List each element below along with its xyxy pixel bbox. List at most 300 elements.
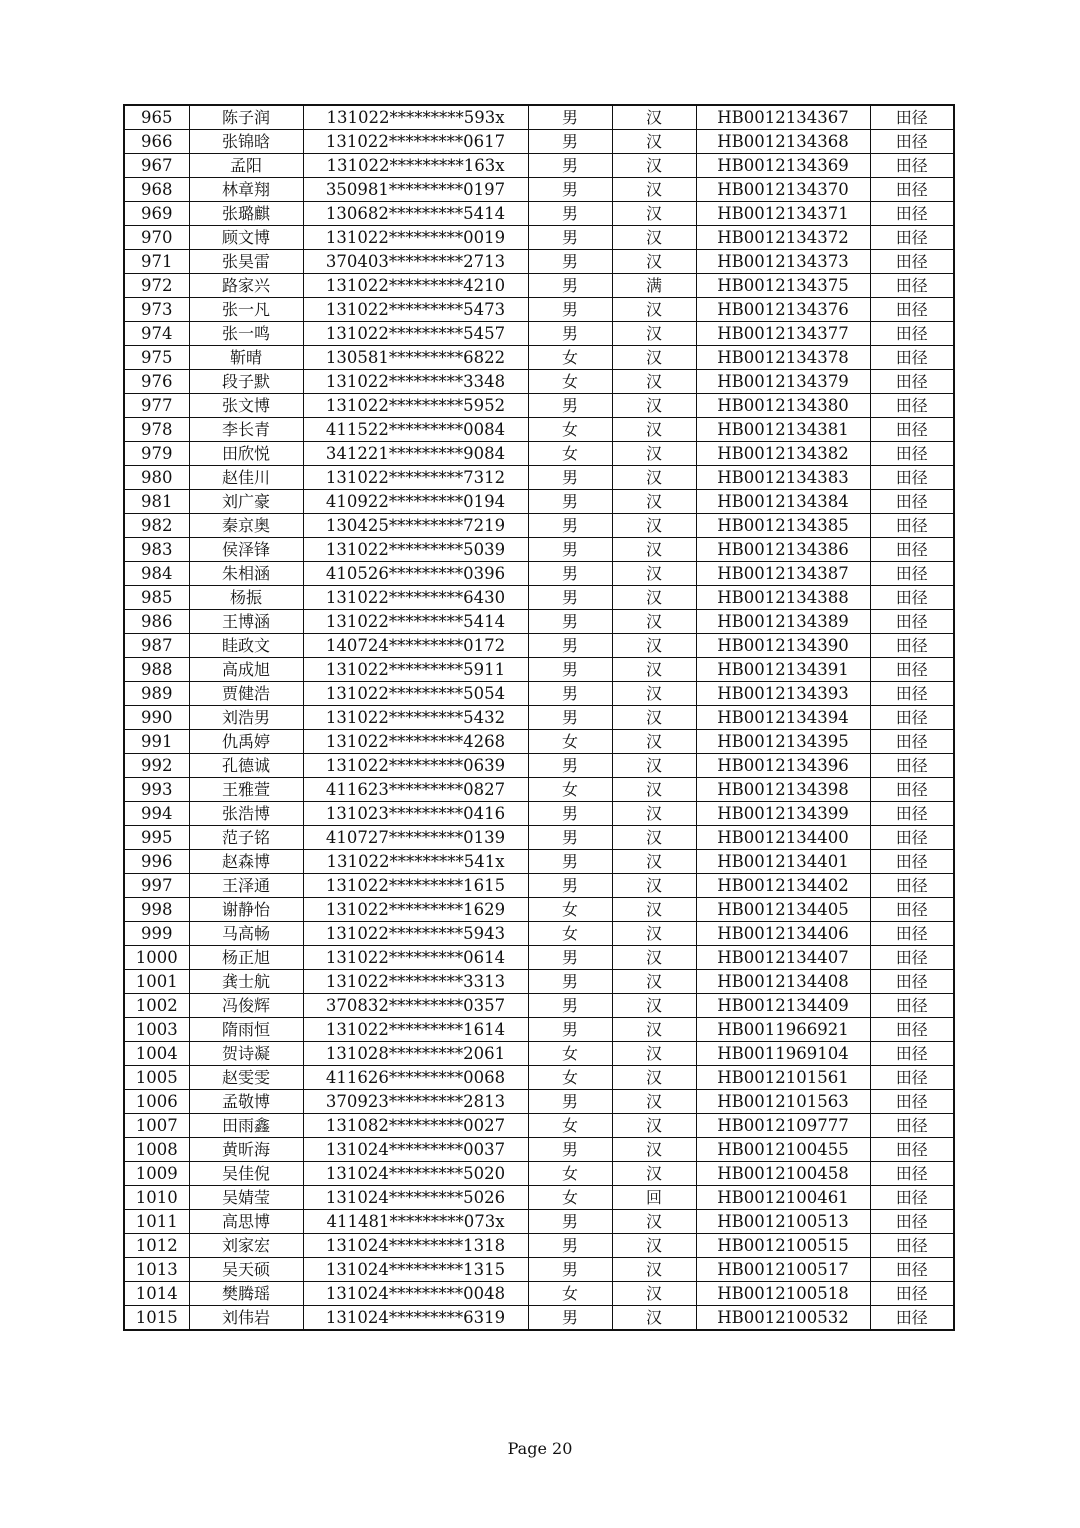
- name-cell: 杨振: [189, 586, 303, 610]
- gender-cell: 男: [528, 1258, 612, 1282]
- id-number-cell: 131022*********1629: [303, 898, 528, 922]
- sport-cell: 田径: [870, 538, 954, 562]
- gender-cell: 男: [528, 466, 612, 490]
- ethnicity-cell: 汉: [612, 514, 696, 538]
- id-number-cell: 131022*********3313: [303, 970, 528, 994]
- page-number: Page 20: [507, 1439, 573, 1458]
- table-row: [124, 1162, 954, 1186]
- ethnicity-cell: 汉: [612, 178, 696, 202]
- ethnicity-cell: 汉: [612, 298, 696, 322]
- name-cell: 张一鸣: [189, 322, 303, 346]
- table-row: [124, 370, 954, 394]
- name-cell: 王博涵: [189, 610, 303, 634]
- gender-cell: 女: [528, 1162, 612, 1186]
- sport-cell: 田径: [870, 802, 954, 826]
- id-number-cell: 130682*********5414: [303, 202, 528, 226]
- table-row: [124, 1066, 954, 1090]
- table-row: [124, 898, 954, 922]
- registration-code-cell: HB0012134407: [696, 946, 870, 970]
- table-row: [124, 105, 954, 130]
- sport-cell: 田径: [870, 274, 954, 298]
- registration-code-cell: HB0012134375: [696, 274, 870, 298]
- table-row: [124, 1018, 954, 1042]
- sport-cell: 田径: [870, 178, 954, 202]
- ethnicity-cell: 汉: [612, 922, 696, 946]
- ethnicity-cell: 汉: [612, 1234, 696, 1258]
- sport-cell: 田径: [870, 826, 954, 850]
- id-number-cell: 140724*********0172: [303, 634, 528, 658]
- registration-code-cell: HB0012134371: [696, 202, 870, 226]
- table-row: [124, 706, 954, 730]
- gender-cell: 女: [528, 898, 612, 922]
- registration-code-cell: HB0012101561: [696, 1066, 870, 1090]
- row-number-cell: 976: [124, 370, 189, 394]
- ethnicity-cell: 汉: [612, 322, 696, 346]
- table-row: [124, 994, 954, 1018]
- ethnicity-cell: 汉: [612, 1018, 696, 1042]
- row-number-cell: 996: [124, 850, 189, 874]
- id-number-cell: 131022*********5952: [303, 394, 528, 418]
- row-number-cell: 979: [124, 442, 189, 466]
- id-number-cell: 410922*********0194: [303, 490, 528, 514]
- gender-cell: 女: [528, 1066, 612, 1090]
- registration-code-cell: HB0012134380: [696, 394, 870, 418]
- sport-cell: 田径: [870, 682, 954, 706]
- sport-cell: 田径: [870, 346, 954, 370]
- registration-code-cell: HB0012134385: [696, 514, 870, 538]
- name-cell: 王泽通: [189, 874, 303, 898]
- id-number-cell: 131022*********5432: [303, 706, 528, 730]
- ethnicity-cell: 汉: [612, 994, 696, 1018]
- id-number-cell: 131024*********0048: [303, 1282, 528, 1306]
- name-cell: 吴佳倪: [189, 1162, 303, 1186]
- id-number-cell: 131022*********0614: [303, 946, 528, 970]
- sport-cell: 田径: [870, 1210, 954, 1234]
- sport-cell: 田径: [870, 898, 954, 922]
- row-number-cell: 1003: [124, 1018, 189, 1042]
- table-row: [124, 1282, 954, 1306]
- name-cell: 孟阳: [189, 154, 303, 178]
- id-number-cell: 411481*********073x: [303, 1210, 528, 1234]
- ethnicity-cell: 满: [612, 274, 696, 298]
- sport-cell: 田径: [870, 658, 954, 682]
- ethnicity-cell: 汉: [612, 898, 696, 922]
- id-number-cell: 131022*********4268: [303, 730, 528, 754]
- table-row: [124, 274, 954, 298]
- name-cell: 杨正旭: [189, 946, 303, 970]
- row-number-cell: 999: [124, 922, 189, 946]
- table-row: [124, 610, 954, 634]
- row-number-cell: 977: [124, 394, 189, 418]
- id-number-cell: 131022*********5473: [303, 298, 528, 322]
- registration-code-cell: HB0012134373: [696, 250, 870, 274]
- id-number-cell: 131022*********0617: [303, 130, 528, 154]
- row-number-cell: 990: [124, 706, 189, 730]
- row-number-cell: 1001: [124, 970, 189, 994]
- ethnicity-cell: 汉: [612, 466, 696, 490]
- registration-code-cell: HB0012134395: [696, 730, 870, 754]
- ethnicity-cell: 汉: [612, 1066, 696, 1090]
- registration-code-cell: HB0012134376: [696, 298, 870, 322]
- sport-cell: 田径: [870, 226, 954, 250]
- sport-cell: 田径: [870, 1090, 954, 1114]
- gender-cell: 女: [528, 730, 612, 754]
- gender-cell: 男: [528, 610, 612, 634]
- name-cell: 贺诗凝: [189, 1042, 303, 1066]
- gender-cell: 男: [528, 514, 612, 538]
- id-number-cell: 131022*********6430: [303, 586, 528, 610]
- id-number-cell: 131022*********5457: [303, 322, 528, 346]
- registration-code-cell: HB0012134379: [696, 370, 870, 394]
- gender-cell: 男: [528, 1090, 612, 1114]
- sport-cell: 田径: [870, 1018, 954, 1042]
- gender-cell: 女: [528, 778, 612, 802]
- gender-cell: 男: [528, 874, 612, 898]
- name-cell: 高成旭: [189, 658, 303, 682]
- gender-cell: 男: [528, 1210, 612, 1234]
- sport-cell: 田径: [870, 1306, 954, 1331]
- name-cell: 吴天硕: [189, 1258, 303, 1282]
- ethnicity-cell: 汉: [612, 394, 696, 418]
- id-number-cell: 131028*********2061: [303, 1042, 528, 1066]
- sport-cell: 田径: [870, 1042, 954, 1066]
- registration-code-cell: HB0012134394: [696, 706, 870, 730]
- gender-cell: 男: [528, 250, 612, 274]
- row-number-cell: 1000: [124, 946, 189, 970]
- name-cell: 仇禹婷: [189, 730, 303, 754]
- row-number-cell: 991: [124, 730, 189, 754]
- id-number-cell: 411626*********0068: [303, 1066, 528, 1090]
- name-cell: 朱相涵: [189, 562, 303, 586]
- table-row: [124, 1186, 954, 1210]
- sport-cell: 田径: [870, 466, 954, 490]
- registration-code-cell: HB0012134387: [696, 562, 870, 586]
- registration-code-cell: HB0012109777: [696, 1114, 870, 1138]
- row-number-cell: 967: [124, 154, 189, 178]
- gender-cell: 女: [528, 442, 612, 466]
- gender-cell: 男: [528, 226, 612, 250]
- ethnicity-cell: 汉: [612, 658, 696, 682]
- row-number-cell: 1012: [124, 1234, 189, 1258]
- row-number-cell: 965: [124, 105, 189, 130]
- name-cell: 张璐麒: [189, 202, 303, 226]
- table-row: [124, 442, 954, 466]
- id-number-cell: 131082*********0027: [303, 1114, 528, 1138]
- sport-cell: 田径: [870, 370, 954, 394]
- id-number-cell: 131024*********6319: [303, 1306, 528, 1331]
- registration-code-cell: HB0012100515: [696, 1234, 870, 1258]
- row-number-cell: 1013: [124, 1258, 189, 1282]
- ethnicity-cell: 汉: [612, 130, 696, 154]
- registration-code-cell: HB0012134390: [696, 634, 870, 658]
- row-number-cell: 1009: [124, 1162, 189, 1186]
- name-cell: 侯泽锋: [189, 538, 303, 562]
- id-number-cell: 131022*********1614: [303, 1018, 528, 1042]
- sport-cell: 田径: [870, 1138, 954, 1162]
- registration-code-cell: HB0012134367: [696, 105, 870, 130]
- sport-cell: 田径: [870, 514, 954, 538]
- id-number-cell: 131022*********5943: [303, 922, 528, 946]
- table-row: [124, 202, 954, 226]
- gender-cell: 女: [528, 370, 612, 394]
- sport-cell: 田径: [870, 730, 954, 754]
- name-cell: 张浩博: [189, 802, 303, 826]
- name-cell: 田欣悦: [189, 442, 303, 466]
- ethnicity-cell: 汉: [612, 538, 696, 562]
- ethnicity-cell: 汉: [612, 1114, 696, 1138]
- id-number-cell: 131022*********7312: [303, 466, 528, 490]
- table-row: [124, 226, 954, 250]
- registration-code-cell: HB0012134389: [696, 610, 870, 634]
- ethnicity-cell: 汉: [612, 250, 696, 274]
- table-row: [124, 658, 954, 682]
- ethnicity-cell: 汉: [612, 754, 696, 778]
- name-cell: 张昊雷: [189, 250, 303, 274]
- registration-code-cell: HB0012134369: [696, 154, 870, 178]
- gender-cell: 男: [528, 658, 612, 682]
- table-row: [124, 538, 954, 562]
- gender-cell: 男: [528, 322, 612, 346]
- registration-code-cell: HB0012100513: [696, 1210, 870, 1234]
- name-cell: 樊腾瑶: [189, 1282, 303, 1306]
- gender-cell: 男: [528, 274, 612, 298]
- gender-cell: 男: [528, 154, 612, 178]
- name-cell: 张锦晗: [189, 130, 303, 154]
- ethnicity-cell: 汉: [612, 874, 696, 898]
- row-number-cell: 998: [124, 898, 189, 922]
- ethnicity-cell: 汉: [612, 346, 696, 370]
- registration-code-cell: HB0012134372: [696, 226, 870, 250]
- sport-cell: 田径: [870, 1066, 954, 1090]
- row-number-cell: 975: [124, 346, 189, 370]
- row-number-cell: 983: [124, 538, 189, 562]
- id-number-cell: 131022*********5911: [303, 658, 528, 682]
- row-number-cell: 984: [124, 562, 189, 586]
- ethnicity-cell: 汉: [612, 562, 696, 586]
- name-cell: 高思博: [189, 1210, 303, 1234]
- ethnicity-cell: 汉: [612, 706, 696, 730]
- id-number-cell: 131022*********3348: [303, 370, 528, 394]
- sport-cell: 田径: [870, 442, 954, 466]
- table-row: [124, 634, 954, 658]
- id-number-cell: 131024*********0037: [303, 1138, 528, 1162]
- row-number-cell: 993: [124, 778, 189, 802]
- id-number-cell: 410727*********0139: [303, 826, 528, 850]
- row-number-cell: 974: [124, 322, 189, 346]
- table-row: [124, 922, 954, 946]
- id-number-cell: 130425*********7219: [303, 514, 528, 538]
- table-row: [124, 418, 954, 442]
- id-number-cell: 131024*********1315: [303, 1258, 528, 1282]
- table-row: [124, 970, 954, 994]
- sport-cell: 田径: [870, 298, 954, 322]
- ethnicity-cell: 汉: [612, 1090, 696, 1114]
- name-cell: 孟敬博: [189, 1090, 303, 1114]
- table-row: [124, 778, 954, 802]
- row-number-cell: 1014: [124, 1282, 189, 1306]
- id-number-cell: 131024*********1318: [303, 1234, 528, 1258]
- row-number-cell: 994: [124, 802, 189, 826]
- row-number-cell: 988: [124, 658, 189, 682]
- table-row: [124, 850, 954, 874]
- registration-code-cell: HB0011969104: [696, 1042, 870, 1066]
- sport-cell: 田径: [870, 850, 954, 874]
- ethnicity-cell: 汉: [612, 226, 696, 250]
- row-number-cell: 997: [124, 874, 189, 898]
- name-cell: 范子铭: [189, 826, 303, 850]
- ethnicity-cell: 汉: [612, 370, 696, 394]
- registration-code-cell: HB0012134368: [696, 130, 870, 154]
- registration-code-cell: HB0012134402: [696, 874, 870, 898]
- ethnicity-cell: 汉: [612, 730, 696, 754]
- name-cell: 秦京奥: [189, 514, 303, 538]
- id-number-cell: 370923*********2813: [303, 1090, 528, 1114]
- id-number-cell: 131024*********5020: [303, 1162, 528, 1186]
- name-cell: 赵佳川: [189, 466, 303, 490]
- table-row: [124, 130, 954, 154]
- sport-cell: 田径: [870, 418, 954, 442]
- row-number-cell: 1015: [124, 1306, 189, 1331]
- row-number-cell: 981: [124, 490, 189, 514]
- gender-cell: 男: [528, 706, 612, 730]
- gender-cell: 女: [528, 1282, 612, 1306]
- name-cell: 顾文博: [189, 226, 303, 250]
- registration-code-cell: HB0012101563: [696, 1090, 870, 1114]
- table-row: [124, 826, 954, 850]
- table-row: [124, 1042, 954, 1066]
- table-row: [124, 1234, 954, 1258]
- ethnicity-cell: 汉: [612, 1210, 696, 1234]
- sport-cell: 田径: [870, 154, 954, 178]
- sport-cell: 田径: [870, 586, 954, 610]
- registration-code-cell: HB0012134377: [696, 322, 870, 346]
- registration-code-cell: HB0012134405: [696, 898, 870, 922]
- registration-code-cell: HB0012134384: [696, 490, 870, 514]
- row-number-cell: 992: [124, 754, 189, 778]
- registration-code-cell: HB0012134383: [696, 466, 870, 490]
- registration-code-cell: HB0012134386: [696, 538, 870, 562]
- table-row: [124, 154, 954, 178]
- table-row: [124, 1114, 954, 1138]
- row-number-cell: 970: [124, 226, 189, 250]
- row-number-cell: 966: [124, 130, 189, 154]
- id-number-cell: 131024*********5026: [303, 1186, 528, 1210]
- id-number-cell: 341221*********9084: [303, 442, 528, 466]
- id-number-cell: 350981*********0197: [303, 178, 528, 202]
- id-number-cell: 411522*********0084: [303, 418, 528, 442]
- sport-cell: 田径: [870, 970, 954, 994]
- ethnicity-cell: 汉: [612, 442, 696, 466]
- table-row: [124, 394, 954, 418]
- table-row: [124, 298, 954, 322]
- gender-cell: 男: [528, 994, 612, 1018]
- name-cell: 赵雯雯: [189, 1066, 303, 1090]
- name-cell: 张文博: [189, 394, 303, 418]
- gender-cell: 男: [528, 130, 612, 154]
- id-number-cell: 131022*********163x: [303, 154, 528, 178]
- name-cell: 张一凡: [189, 298, 303, 322]
- ethnicity-cell: 汉: [612, 946, 696, 970]
- name-cell: 陈子润: [189, 105, 303, 130]
- gender-cell: 男: [528, 490, 612, 514]
- registration-code-cell: HB0012134382: [696, 442, 870, 466]
- row-number-cell: 989: [124, 682, 189, 706]
- id-number-cell: 131022*********4210: [303, 274, 528, 298]
- row-number-cell: 982: [124, 514, 189, 538]
- registration-code-cell: HB0012134391: [696, 658, 870, 682]
- table-row: [124, 1258, 954, 1282]
- row-number-cell: 971: [124, 250, 189, 274]
- gender-cell: 男: [528, 1018, 612, 1042]
- row-number-cell: 1004: [124, 1042, 189, 1066]
- name-cell: 刘浩男: [189, 706, 303, 730]
- sport-cell: 田径: [870, 130, 954, 154]
- row-number-cell: 1005: [124, 1066, 189, 1090]
- id-number-cell: 131022*********1615: [303, 874, 528, 898]
- ethnicity-cell: 汉: [612, 490, 696, 514]
- sport-cell: 田径: [870, 105, 954, 130]
- name-cell: 刘广豪: [189, 490, 303, 514]
- sport-cell: 田径: [870, 250, 954, 274]
- registration-code-cell: HB0012134393: [696, 682, 870, 706]
- sport-cell: 田径: [870, 922, 954, 946]
- ethnicity-cell: 汉: [612, 1258, 696, 1282]
- sport-cell: 田径: [870, 610, 954, 634]
- id-number-cell: 131022*********0639: [303, 754, 528, 778]
- row-number-cell: 1008: [124, 1138, 189, 1162]
- table-row: [124, 1138, 954, 1162]
- table-row: [124, 514, 954, 538]
- sport-cell: 田径: [870, 490, 954, 514]
- registration-code-cell: HB0012134408: [696, 970, 870, 994]
- roster-body: [124, 105, 954, 1330]
- ethnicity-cell: 汉: [612, 105, 696, 130]
- registration-code-cell: HB0012100461: [696, 1186, 870, 1210]
- row-number-cell: 986: [124, 610, 189, 634]
- gender-cell: 男: [528, 946, 612, 970]
- sport-cell: 田径: [870, 994, 954, 1018]
- gender-cell: 男: [528, 562, 612, 586]
- sport-cell: 田径: [870, 562, 954, 586]
- registration-code-cell: HB0012134381: [696, 418, 870, 442]
- name-cell: 吴婧莹: [189, 1186, 303, 1210]
- table-row: [124, 802, 954, 826]
- gender-cell: 女: [528, 1042, 612, 1066]
- row-number-cell: 987: [124, 634, 189, 658]
- sport-cell: 田径: [870, 1186, 954, 1210]
- sport-cell: 田径: [870, 1282, 954, 1306]
- gender-cell: 男: [528, 394, 612, 418]
- row-number-cell: 1006: [124, 1090, 189, 1114]
- row-number-cell: 995: [124, 826, 189, 850]
- registration-code-cell: HB0012100455: [696, 1138, 870, 1162]
- registration-code-cell: HB0012100518: [696, 1282, 870, 1306]
- gender-cell: 女: [528, 1114, 612, 1138]
- name-cell: 马高畅: [189, 922, 303, 946]
- gender-cell: 女: [528, 922, 612, 946]
- registration-code-cell: HB0012100532: [696, 1306, 870, 1331]
- registration-code-cell: HB0012134409: [696, 994, 870, 1018]
- registration-code-cell: HB0012100458: [696, 1162, 870, 1186]
- sport-cell: 田径: [870, 1114, 954, 1138]
- sport-cell: 田径: [870, 322, 954, 346]
- name-cell: 段子默: [189, 370, 303, 394]
- gender-cell: 男: [528, 826, 612, 850]
- table-row: [124, 1306, 954, 1331]
- registration-code-cell: HB0012134398: [696, 778, 870, 802]
- gender-cell: 男: [528, 802, 612, 826]
- gender-cell: 男: [528, 754, 612, 778]
